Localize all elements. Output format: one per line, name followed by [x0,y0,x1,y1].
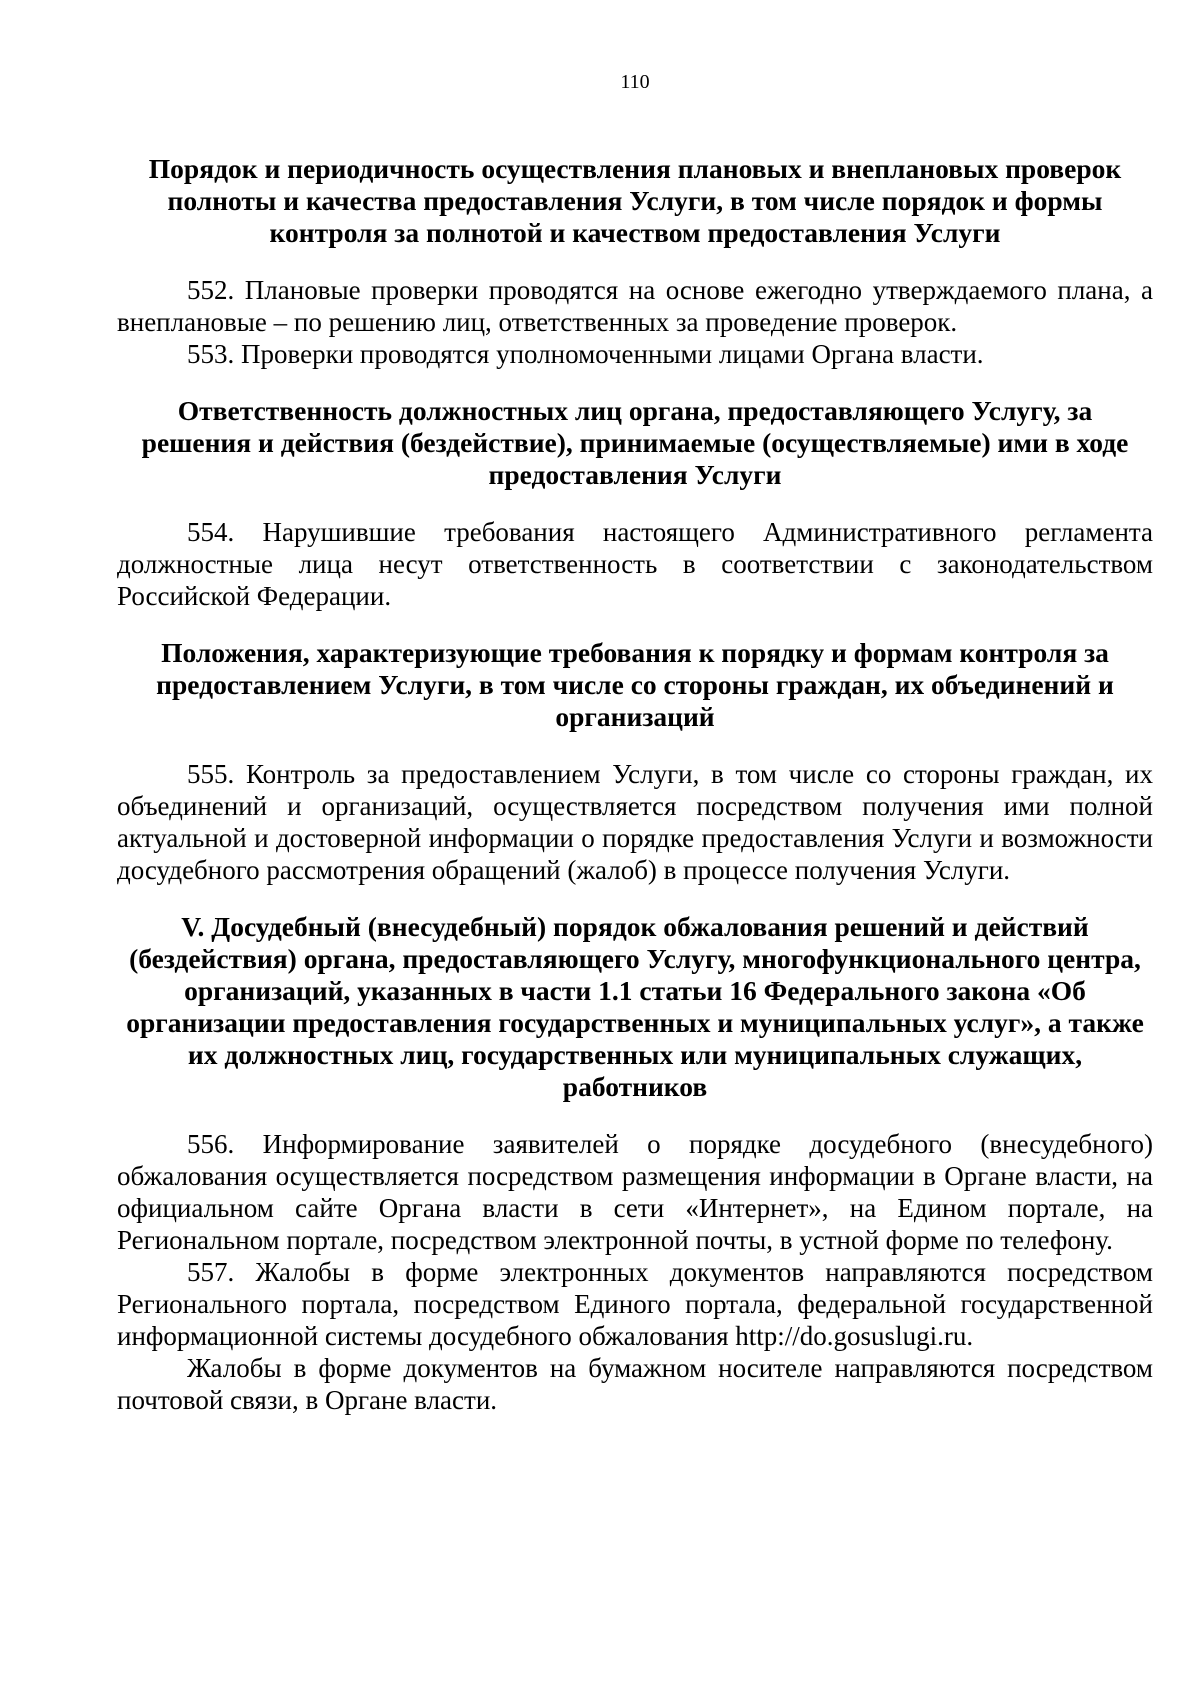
document-content [117,153,1153,1416]
section-heading-responsibility: Ответственность должностных лиц органа, предоставляющего Услугу, за решения и действия (бездействие), принимаемые (осуществляемые) ими в ходе предоставления Услуги [141,395,1129,490]
paragraph-paper-complaints: Жалобы в форме документов на бумажном носителе направляются посредством почтовой связи, в Органе власти. [117,1353,1153,1415]
paragraph-556: 556. Информирование заявителей о порядке досудебного (внесудебного) обжалования осуществляется посредством размещения информации в Органе власти, на официальном сайте Органа власти в сети «Интернет», на Едином портале, на Региональном портале, посредством электронной почты, в устной форме по телефону. [117,1129,1153,1255]
paragraph-553: 553. Проверки проводятся уполномоченными лицами Органа власти. [187,339,984,369]
paragraph-557: 557. Жалобы в форме электронных документов направляются посредством Регионального портала, посредством Единого портала, федеральной государственной информационной системы досудебного обжалования http://do.gosuslugi.ru. [117,1257,1153,1351]
paragraph-552: 552. Плановые проверки проводятся на основе ежегодно утверждаемого плана, а внеплановые – по решению лиц, ответственных за проведение проверок. [117,275,1153,337]
section-heading-control-provisions: Положения, характеризующие требования к порядку и формам контроля за предоставлением Услуги, в том числе со стороны граждан, их объединений и организаций [156,637,1114,732]
section-heading-pretrial-appeal: V. Досудебный (внесудебный) порядок обжалования решений и действий (бездействия) органа, предоставляющего Услугу, многофункционального центра, организаций, указанных в части 1.1 статьи 16 Федерального закона «Об организации предоставления государственных и муниципальных услуг», а также их должностных лиц, государственных или муниципальных служащих, работников [126,911,1144,1102]
page-number: 110 [620,71,650,93]
paragraph-555: 555. Контроль за предоставлением Услуги, в том числе со стороны граждан, их объединений и организаций, осуществляется посредством получения ими полной актуальной и достоверной информации о порядке предоставления Услуги и возможности досудебного рассмотрения обращений (жалоб) в процессе получения Услуги. [117,759,1153,885]
section-heading-inspections: Порядок и периодичность осуществления плановых и внеплановых проверок полноты и качества предоставления Услуги, в том числе порядок и формы контроля за полнотой и качеством предоставления Услуги [148,153,1122,248]
paragraph-554: 554. Нарушившие требования настоящего Административного регламента должностные лица несут ответственность в соответствии с законодательством Российской Федерации. [117,517,1153,611]
